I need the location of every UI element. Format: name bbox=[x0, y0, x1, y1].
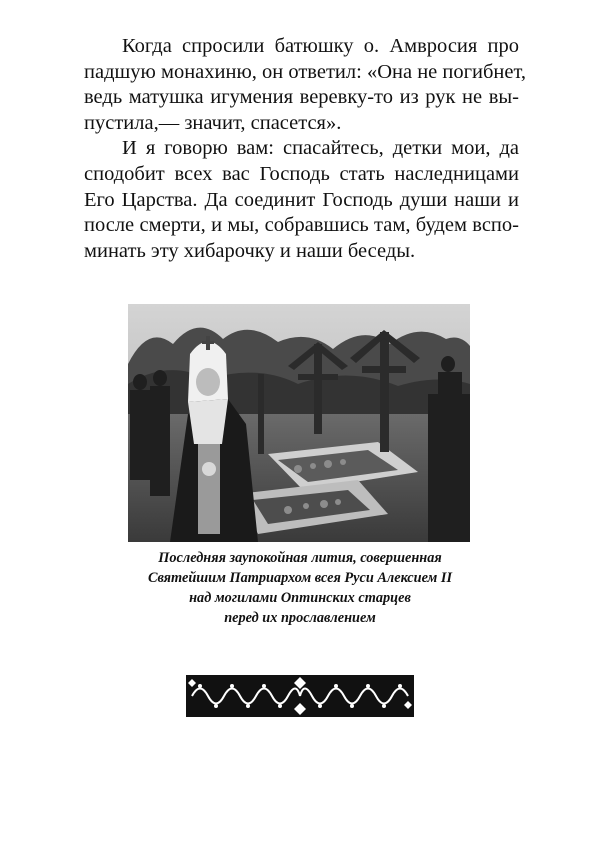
text-line: падшую монахиню, он ответил: «Она не погибнет, bbox=[84, 60, 527, 83]
caption-line: Последняя заупокойная лития, совершенная bbox=[158, 550, 442, 566]
photo-memorial-service bbox=[128, 304, 470, 542]
text-line: Его Царства. Да соединит Господь души наши и bbox=[84, 188, 519, 211]
paragraph-2 bbox=[84, 136, 519, 264]
text-line: Когда спросили батюшку о. Амвросия про bbox=[122, 35, 519, 57]
body-text bbox=[84, 34, 527, 264]
caption-line: Святейшим Патриархом всея Руси Алексием II bbox=[147, 570, 453, 586]
text-line: минать эту хибарочку и наши беседы. bbox=[84, 239, 416, 262]
text-line: пустила,— значит, спасется». bbox=[84, 111, 342, 134]
caption-line: перед их прославлением bbox=[224, 610, 376, 626]
paragraph-1 bbox=[84, 34, 527, 136]
text-line: сподобит всех вас Господь стать наследницами bbox=[84, 162, 519, 185]
caption-line: над могилами Оптинских старцев bbox=[189, 590, 411, 606]
photo-caption bbox=[120, 548, 480, 628]
decorative-ornament bbox=[186, 675, 414, 717]
text-line: ведь матушка игумения веревку-то из рук не вы- bbox=[84, 86, 519, 109]
text-line: после смерти, и мы, собравшись там, будем вспо- bbox=[84, 214, 519, 237]
text-line: И я говорю вам: спасайтесь, детки мои, да bbox=[122, 137, 519, 160]
